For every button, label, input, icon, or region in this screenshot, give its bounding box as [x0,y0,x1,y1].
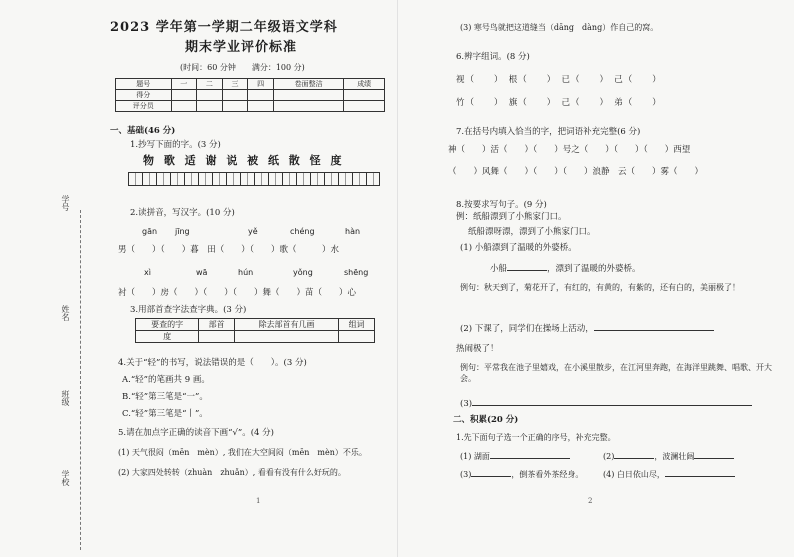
section-basics: 一、基础(46 分) [110,126,176,136]
q5-prompt: 5.请在加点字正确的读音下画“√”。(4 分) [118,428,274,438]
q2-pinyin-1: jīng [175,227,190,236]
r1-item-2[interactable] [603,450,734,462]
q8-example-4: 例句：平常我在池子里嬉戏，在小溪里散步，在江河里奔跑，在海洋里跳舞、唱歌、开大会。 [460,363,772,383]
q4-option-c: C.“轻”第三笔是“丨”。 [122,409,208,419]
score-cell: 得分 [116,90,172,101]
exam-title: 2023 学年第一学期二年级语文学科 [110,20,338,35]
q8-example-2: 纸船漂呀漂，漂到了小熊家门口。 [468,227,596,237]
score-cell [344,90,385,101]
score-cell [222,101,248,112]
dict-cell[interactable] [199,331,235,343]
r1-item-2-label: (2) [603,452,615,461]
score-cell: 卷面整洁 [273,79,343,90]
binding-sidebar [0,60,96,557]
q8-item-1-answer[interactable] [490,262,641,275]
answer-blank[interactable] [694,450,734,459]
answer-blank[interactable] [490,450,570,459]
q8-item-1-end: ，漂到了温暖的外婆桥。 [547,264,641,274]
dict-header: 除去部首有几画 [235,319,339,331]
q7-row-2[interactable]: （ ）风舞（ ）（ ）（ ）浪静 云（ ）雾（ ） [448,167,704,177]
q7-prompt: 7.在括号内填入恰当的字，把词语补充完整(6 分) [456,127,641,137]
dict-header: 部首 [199,319,235,331]
score-cell: 评分员 [116,101,172,112]
q5-item-3: (3) 寒号鸟就把这道缝当（dāng dàng）作自己的窝。 [460,23,659,32]
q8-item-3-label: (3) [460,399,473,409]
dict-header: 组词 [339,319,375,331]
q8-item-2[interactable] [460,322,714,335]
exam-time-info: (时间：60 分钟 满分：100 分) [180,63,305,72]
q5-item-2: (2) 大家四处转转（zhuàn zhuǎn）, 看看有没有什么好玩的。 [118,468,346,477]
q6-row-1[interactable]: 视（ ） 根（ ） 已（ ） 己（ ） [456,75,662,85]
score-cell [344,101,385,112]
r1-item-1-text: (1) 湖面 [460,452,490,461]
score-cell [171,101,197,112]
q8-item-1: (1) 小船漂到了温暖的外婆桥。 [460,243,577,253]
page-number: 2 [588,497,593,505]
q8-example: 例：纸船漂到了小熊家门口。 [456,212,567,222]
q2-pinyin-2: wā [196,268,208,277]
dict-char: 度 [136,331,199,343]
score-table [115,78,385,112]
score-cell [248,90,274,101]
q2-pinyin-1: hàn [345,227,361,236]
binding-line [80,210,81,550]
school-label: 学校 [61,470,70,486]
q2-pinyin-2: shēng [344,268,369,277]
r1-item-2-text: ，波澜壮阔 [654,452,695,461]
q2-pinyin-2: hún [238,268,254,277]
q3-prompt: 3.用部首查字法查字典。(3 分) [130,305,247,315]
q2-answer-line-2[interactable]: 衬（ ）房（ ）（ ）（ ）舞（ ）苗（ ）心 [118,288,357,298]
q8-item-2-end: 热闹极了！ [456,344,499,354]
score-cell: 四 [248,79,274,90]
q6-row-2[interactable]: 竹（ ） 旗（ ） 己（ ） 弟（ ） [456,98,662,108]
score-cell [197,101,223,112]
r1-item-4[interactable] [603,468,735,480]
q2-pinyin-2: yǒng [293,268,313,277]
score-cell [248,101,274,112]
score-cell: 三 [222,79,248,90]
name-label: 姓名 [61,305,70,321]
score-cell: 成绩 [344,79,385,90]
q2-pinyin-2: xì [144,268,151,277]
r1-item-3[interactable] [460,468,583,480]
q4-option-a: A.“轻”的笔画共 9 画。 [122,375,210,385]
class-label: 班级 [61,390,70,406]
dict-cell[interactable] [339,331,375,343]
section-accumulation: 二、积累(20 分) [453,415,519,425]
score-cell [273,90,343,101]
exam-subtitle-title: 期末学业评价标准 [185,40,298,55]
q2-pinyin-1: gān [142,227,158,236]
q2-pinyin-1: yě [248,227,258,236]
dict-header: 要查的字 [136,319,199,331]
answer-blank[interactable] [665,468,735,477]
q8-item-3[interactable] [460,397,752,410]
score-cell [197,90,223,101]
q8-item-2-text: (2) 下课了，同学们在操场上活动， [460,324,594,334]
page-number: 1 [256,497,261,505]
q2-prompt: 2.读拼音，写汉字。(10 分) [130,208,235,218]
writing-grid[interactable] [128,172,380,186]
right-page [397,0,794,557]
answer-blank[interactable] [471,468,511,477]
q5-item-1: (1) 天气很闷（mēn mèn）, 我们在大空间闷（mēn mèn）不乐。 [118,448,367,457]
answer-blank[interactable] [472,397,752,406]
q2-pinyin-1: chéng [290,227,315,236]
q8-example-3: 例句：秋天到了，菊花开了，有红的，有黄的，有紫的，还有白的，美丽极了！ [460,283,740,292]
r1-item-1[interactable] [460,450,570,462]
q6-prompt: 6.辨字组词。(8 分) [456,52,530,62]
score-cell: 题号 [116,79,172,90]
r1-item-4-text: (4) 白日依山尽， [603,470,665,479]
q1-characters: 物 歌 适 谢 说 被 纸 散 怪 度 [143,154,345,167]
answer-blank[interactable] [614,450,654,459]
r1-item-3-text: ，倒茶看外茶经身。 [511,470,584,479]
q4-prompt: 4.关于“轻”的书写，说法错误的是（ ）。(3 分) [118,358,307,368]
r1-prompt: 1.先下面句子选一个正确的序号，补充完整。 [456,433,616,442]
q8-prompt: 8.按要求写句子。(9 分) [456,200,547,210]
q7-row-1[interactable]: 神（ ）活（ ）（ ）号之（ ）（ ）（ ）西望 [448,145,691,155]
score-cell [222,90,248,101]
q2-answer-line-1[interactable]: 男（ ）（ ）暮 田（ ）（ ）歌（ ）水 [118,245,340,255]
answer-blank[interactable] [507,262,547,271]
answer-blank[interactable] [594,322,714,331]
r1-item-3-label: (3) [460,470,472,479]
score-cell: 二 [197,79,223,90]
dict-cell[interactable] [235,331,339,343]
score-cell [273,101,343,112]
score-cell: 一 [171,79,197,90]
student-id-label: 学号 [61,195,70,211]
q8-item-1-start: 小船 [490,264,508,274]
dictionary-table [135,318,375,343]
q1-prompt: 1.抄写下面的字。(3 分) [130,140,221,150]
q4-option-b: B.“轻”第三笔是“一”。 [122,392,208,402]
score-cell [171,90,197,101]
